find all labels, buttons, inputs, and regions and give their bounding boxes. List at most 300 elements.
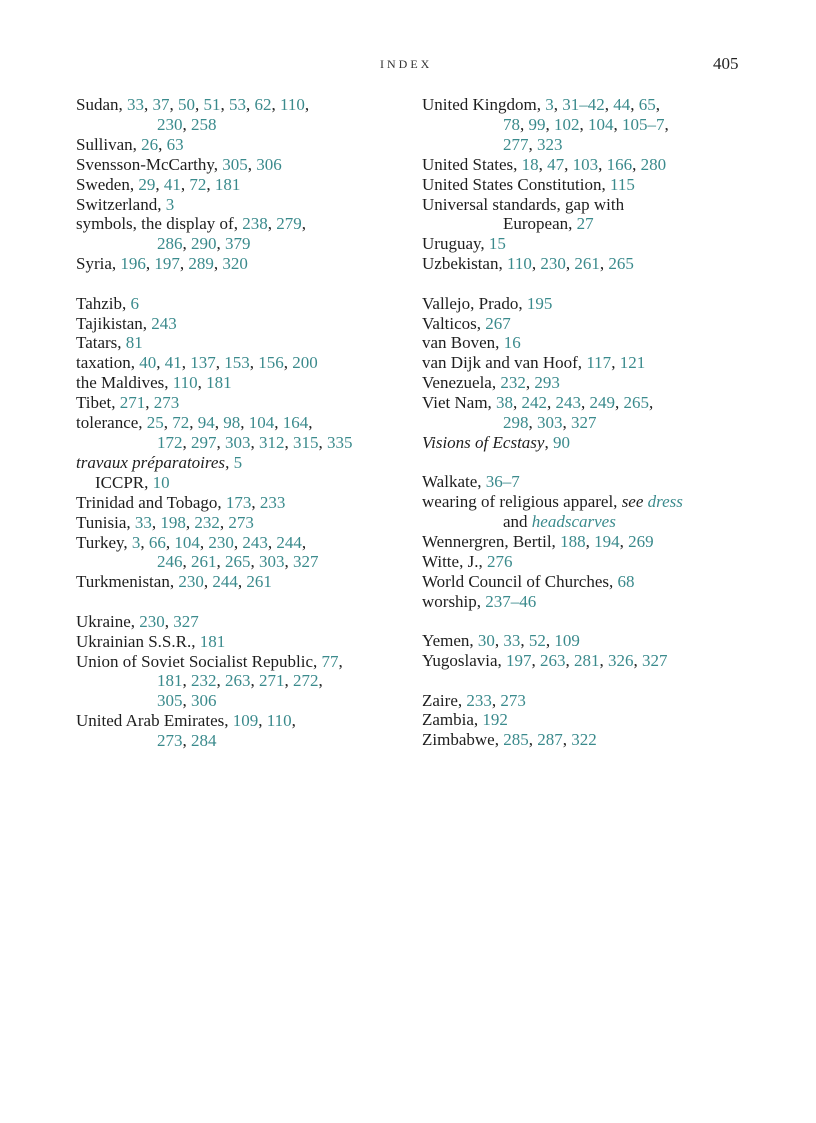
entry-text: , [182,234,191,254]
page-reference-link[interactable]: 41 [163,174,181,194]
page-reference-link[interactable]: 81 [125,333,143,353]
page-reference-link[interactable]: 51 [203,95,221,114]
entry-line [422,572,782,592]
page-reference-link[interactable]: 379 [225,234,251,254]
page-reference-link[interactable]: 285 [503,730,529,750]
entry-text: , [611,353,620,373]
page-reference-link[interactable]: 322 [571,730,597,750]
page-reference-link[interactable]: 327 [293,552,319,572]
entry-text: Uzbekistan, [422,254,507,274]
page-reference-link[interactable]: 298 [503,413,529,433]
entry-text: , [237,572,247,592]
page-reference-link[interactable]: 156 [258,353,284,373]
index-entry [76,413,436,453]
page-reference-link[interactable]: 290 [191,234,217,254]
entry-text: , [284,671,293,691]
page-reference-link[interactable]: 286 [157,234,183,254]
page-reference-link[interactable]: 323 [537,134,563,154]
entry-text: , [246,95,255,114]
page-reference-link[interactable]: 289 [188,254,214,274]
entry-text: Valticos, [422,313,486,333]
entry-text: , [195,95,204,114]
page-reference-link[interactable]: 230 [208,532,234,552]
page-reference-link[interactable]: 121 [619,353,646,373]
entry-text: , [538,154,548,174]
index-entry [76,632,436,652]
page-reference-link[interactable]: 103 [572,154,599,174]
index-subentry [76,473,436,493]
page-reference-link[interactable]: 238 [242,214,268,234]
page-reference-link[interactable]: 277 [503,134,529,154]
page-reference-link[interactable]: 230 [540,254,566,274]
entry-text: Universal standards, gap with [422,194,625,214]
entry-continuation-line [76,671,436,691]
page-reference-link[interactable]: 242 [521,393,548,413]
entry-line [422,651,782,671]
entry-text: , [528,730,538,750]
index-entry [422,552,782,572]
entry-text: , [220,95,229,114]
page-reference-link[interactable]: 47 [547,154,565,174]
entry-line [76,135,436,155]
entry-text: , [258,711,267,731]
entry-continuation-line [76,234,436,254]
index-entry [422,651,782,671]
entry-text: , [182,731,191,751]
entry-continuation-line [422,115,782,135]
entry-text: , [179,254,189,274]
entry-text: , [182,552,191,572]
page-reference-link[interactable]: 98 [223,413,241,433]
page-reference-link[interactable]: 66 [148,532,166,552]
page-reference-link[interactable]: 137 [190,353,216,373]
index-entry [422,314,782,334]
page-reference-link[interactable]: 306 [191,691,217,711]
entry-text: , [491,690,501,710]
entry-text: United Arab Emirates, [76,711,233,731]
page-reference-link[interactable]: 327 [173,611,199,631]
entry-line [422,195,782,215]
index-entry [422,730,782,750]
index-entry [422,234,782,254]
page-reference-link[interactable]: 6 [130,293,140,313]
entry-text: , [308,413,313,433]
entry-line [422,492,782,512]
page-reference-link[interactable]: 273 [228,512,254,532]
page-reference-link[interactable]: 181 [206,373,232,393]
entry-text: , [513,393,522,413]
page-reference-link[interactable]: 10 [152,472,170,492]
page-reference-link[interactable]: 105–7 [622,114,665,134]
page-reference-link[interactable]: 273 [500,690,526,710]
page-reference-link[interactable]: 287 [537,730,563,750]
page-reference-link[interactable]: 33 [127,95,144,114]
page-reference-link[interactable]: 200 [292,353,318,373]
page-reference-link[interactable]: 261 [246,572,272,592]
entry-continuation-line [76,433,436,453]
page-reference-link[interactable]: 233 [259,492,286,512]
page-reference-link[interactable]: 327 [642,651,668,671]
entry-text: , [599,254,609,274]
page-reference-link[interactable]: 166 [606,154,633,174]
entry-text: , [156,353,165,373]
page-reference-link[interactable]: 41 [164,353,182,373]
entry-line [422,95,782,115]
page-reference-link[interactable]: 303 [259,552,285,572]
page-reference-link[interactable]: 50 [178,95,195,114]
index-entry [76,95,436,135]
entry-text: Sullivan, [76,134,142,154]
entry-text: , [251,492,260,512]
page-reference-link[interactable]: 265 [608,254,634,274]
page-reference-link[interactable]: 3 [165,194,175,214]
page-reference-link[interactable]: 68 [617,571,635,591]
page-reference-link[interactable]: 281 [574,651,600,671]
page-reference-link[interactable]: 272 [293,671,319,691]
page-reference-link[interactable]: 244 [212,572,238,592]
entry-text: , [632,154,641,174]
entry-text: Vallejo, Prado, [422,293,527,313]
index-entry [422,492,782,532]
index-entry [76,373,436,393]
entry-continuation-line [76,731,436,751]
page-reference-link[interactable]: 110 [266,711,292,731]
page-reference-link[interactable]: 327 [571,413,597,433]
index-entry [76,453,436,473]
page-reference-link[interactable]: 173 [225,492,252,512]
page-reference-link[interactable]: 94 [197,413,215,433]
entry-text: Yugoslavia, [422,651,507,671]
entry-text: Visions of Ecstasy [422,433,545,452]
page-reference-link[interactable]: 109 [554,631,580,651]
page-reference-link[interactable]: 27 [576,214,594,234]
page-reference-link[interactable]: 276 [486,552,513,572]
page-reference-link[interactable]: 72 [189,174,207,194]
index-entry [76,333,436,353]
page-reference-link[interactable]: 195 [526,293,553,313]
page-reference-link[interactable]: 303 [225,433,251,452]
page-reference-link[interactable]: 192 [482,710,508,730]
page-reference-link[interactable]: 249 [589,393,616,413]
entry-continuation-line [422,413,782,433]
page-reference-link[interactable]: 194 [594,532,620,552]
entry-text: , [182,691,191,711]
index-column-left [76,95,436,751]
page-reference-link[interactable]: 63 [166,134,184,154]
page-reference-link[interactable]: 164 [282,413,309,433]
page-reference-link[interactable]: 37 [152,95,170,114]
entry-text: European, [503,214,577,234]
page-reference-link[interactable]: 172 [157,433,183,452]
page-reference-link[interactable]: 261 [191,552,217,572]
entry-line [422,314,782,334]
page-reference-link[interactable]: 31–42 [562,95,605,114]
entry-line [76,652,436,672]
page-reference-link[interactable]: 77 [321,651,339,671]
entry-text: , [284,552,293,572]
page-reference-link[interactable]: 265 [225,552,251,572]
index-entry [422,95,782,155]
entry-text: , [271,95,280,114]
page-reference-link[interactable]: 181 [214,174,241,194]
page-reference-link[interactable]: 44 [613,95,631,114]
entry-text: van Dijk and van Hoof, [422,353,587,373]
entry-line [76,333,436,353]
entry-line [76,214,436,234]
page-reference-link[interactable]: 326 [608,651,634,671]
page-reference-link[interactable]: 62 [254,95,272,114]
entry-line [422,552,782,572]
entry-text: , [216,433,225,452]
letter-group-gap [422,612,782,632]
entry-text: Wennergren, Bertil, [422,532,561,552]
entry-text: , [494,631,504,651]
page-reference-link[interactable]: 115 [609,174,635,194]
entry-text: , [140,532,149,552]
entry-text: Ukrainian S.S.R., [76,631,200,651]
entry-text: symbols, the display of, [76,214,243,234]
page-reference-link[interactable]: 104 [588,114,614,134]
page-reference-link[interactable]: 232 [194,512,220,532]
page-reference-link[interactable]: 335 [327,433,353,452]
entry-continuation-line [422,214,782,234]
entry-text: , [233,532,243,552]
page-reference-link[interactable]: 110 [172,373,198,393]
entry-text: , [655,95,660,114]
page-reference-link[interactable]: 25 [146,413,164,433]
page-reference-link[interactable]: 26 [141,134,159,154]
entry-text: Tahzib, [76,293,131,313]
page-reference-link[interactable]: 18 [521,154,539,174]
page-reference-link[interactable]: 265 [623,393,650,413]
page-reference-link[interactable]: 233 [466,690,492,710]
entry-text: , [215,353,225,373]
page-reference-link[interactable]: 40 [139,353,157,373]
page-reference-link[interactable]: 197 [506,651,532,671]
page-reference-link[interactable]: 230 [157,114,183,134]
page-reference-link[interactable]: 243 [555,393,582,413]
entry-text: , [598,154,607,174]
page-reference-link[interactable]: 303 [537,413,563,433]
page-reference-link[interactable]: 198 [160,512,186,532]
page-reference-link[interactable]: 36–7 [485,472,520,492]
index-entry [422,592,782,612]
page-reference-link[interactable]: 197 [154,254,180,274]
page-reference-link[interactable]: 267 [485,313,511,333]
entry-line [422,592,782,612]
entry-text: , [545,114,554,134]
entry-text: Sweden, [76,174,139,194]
page-reference-link[interactable]: 3 [545,95,554,114]
page-reference-link[interactable]: 297 [191,433,217,452]
page-reference-link[interactable]: 33 [503,631,521,651]
entry-text: the Maldives, [76,373,173,393]
entry-line [76,533,436,553]
entry-line [76,95,436,115]
page-reference-link[interactable]: 320 [222,254,248,274]
page-reference-link[interactable]: 29 [138,174,156,194]
running-head: INDEX [380,57,433,71]
entry-text: van Boven, [422,333,504,353]
page-reference-link[interactable]: 33 [134,512,152,532]
entry-text: , [528,134,537,154]
entry-text: , [249,353,259,373]
page-reference-link[interactable]: 258 [191,114,217,134]
page-reference-link[interactable]: 271 [259,671,285,691]
page-reference-link[interactable]: 5 [233,452,243,472]
letter-group-gap [76,274,436,294]
page-reference-link[interactable]: headscarves [531,512,616,532]
entry-text: , [145,393,154,413]
entry-text: United Kingdom, [422,95,546,114]
index-entry [76,214,436,254]
entry-text: Tibet, [76,393,120,413]
entry-line [76,254,436,274]
page-reference-link[interactable]: 232 [191,671,217,691]
page-reference-link[interactable]: 16 [503,333,521,353]
page-reference-link[interactable]: 110 [506,254,532,274]
entry-line [76,711,436,731]
page-reference-link[interactable]: 230 [139,611,165,631]
page-reference-link[interactable]: 30 [477,631,495,651]
page-reference-link[interactable]: 110 [280,95,305,114]
page-reference-link[interactable]: 53 [229,95,246,114]
page-reference-link[interactable]: 305 [157,691,183,711]
page-reference-link[interactable]: 3 [131,532,141,552]
page-reference-link[interactable]: 263 [540,651,566,671]
page-reference-link[interactable]: 196 [120,254,146,274]
page-reference-link[interactable]: 104 [174,532,200,552]
entry-text: Uruguay, [422,234,489,254]
entry-continuation-line [76,691,436,711]
page-reference-link[interactable]: 246 [157,552,183,572]
entry-text: , [247,154,257,174]
index-entry [422,710,782,730]
page-reference-link[interactable]: 15 [488,234,506,254]
entry-line [422,631,782,651]
page-reference-link[interactable]: 263 [225,671,251,691]
entry-line [76,353,436,373]
index-entry [76,294,436,314]
page-reference-link[interactable]: 244 [276,532,302,552]
entry-text: , [267,214,277,234]
index-entry [422,572,782,592]
page-reference-link[interactable]: 52 [528,631,546,651]
entry-text: , [520,631,529,651]
entry-line [422,155,782,175]
entry-text: ICCPR, [95,472,153,492]
page-reference-link[interactable]: 306 [256,154,282,174]
entry-text: tolerance, [76,413,147,433]
page-reference-link[interactable]: 305 [222,154,248,174]
index-entry [76,155,436,175]
page-reference-link[interactable]: dress [647,492,683,512]
page-reference-link[interactable]: 90 [552,433,570,452]
entry-text: , [562,413,571,433]
index-column-right [422,95,782,750]
page-reference-link[interactable]: 65 [638,95,656,114]
page-reference-link[interactable]: 243 [151,313,177,333]
page-reference-link[interactable]: 72 [172,413,190,433]
entry-line [76,453,436,473]
entry-text: , [565,651,575,671]
entry-text: , [182,114,191,134]
entry-line [422,393,782,413]
entry-line [76,294,436,314]
letter-group-gap [422,671,782,691]
page-reference-link[interactable]: 273 [153,393,180,413]
entry-text: , [216,671,225,691]
page-reference-link[interactable]: 279 [276,214,302,234]
page-reference-link[interactable]: 293 [534,373,560,393]
entry-line [76,632,436,652]
page-reference-link[interactable]: 104 [248,413,275,433]
index-entry [76,314,436,334]
page-reference-link[interactable]: 232 [500,373,526,393]
entry-text: World Council of Churches, [422,571,618,591]
page-reference-link[interactable]: 181 [199,631,226,651]
page-reference-link[interactable]: 117 [586,353,612,373]
page-reference-link[interactable]: 315 [293,433,319,452]
page-reference-link[interactable]: 188 [560,532,586,552]
entry-text: , [214,413,224,433]
page-reference-link[interactable]: 99 [528,114,546,134]
page-reference-link[interactable]: 271 [119,393,146,413]
entry-text: , [199,532,209,552]
page-reference-link[interactable]: 109 [232,711,259,731]
entry-text: , [599,651,609,671]
page-reference-link[interactable]: 153 [224,353,250,373]
page-reference-link[interactable]: 38 [496,393,514,413]
index-entry [422,532,782,552]
entry-text: , [553,95,563,114]
entry-text: Sudan, [76,95,127,114]
page-reference-link[interactable]: 230 [178,572,204,592]
page-reference-link[interactable]: 280 [640,154,667,174]
page-reference-link[interactable]: 312 [259,433,285,452]
index-entry [76,533,436,573]
page-number: 405 [713,54,739,73]
entry-text: , [169,95,178,114]
index-entry [422,155,782,175]
entry-text: Witte, J., [422,552,487,572]
page-reference-link[interactable]: 237–46 [485,591,537,611]
page-reference-link[interactable]: 181 [157,671,183,691]
page-reference-link[interactable]: 269 [628,532,654,552]
index-entry [76,254,436,274]
entry-line [422,333,782,353]
entry-text: , [283,353,293,373]
index-entry [76,195,436,215]
page-reference-link[interactable]: 78 [503,114,520,134]
page-reference-link[interactable]: 261 [574,254,600,274]
entry-line [422,472,782,492]
entry-text: , [219,512,229,532]
entry-text: Svensson-McCarthy, [76,154,223,174]
entry-line [76,175,436,195]
page-reference-link[interactable]: 102 [554,114,580,134]
page-reference-link[interactable]: 243 [242,532,268,552]
index-entry [76,513,436,533]
entry-text: Walkate, [422,472,486,492]
entry-text: , [284,433,293,452]
entry-continuation-line [76,552,436,572]
entry-text: , [158,134,167,154]
entry-continuation-line [76,115,436,135]
page-reference-link[interactable]: 273 [157,731,183,751]
entry-text: , [649,393,654,413]
page-reference-link[interactable]: 284 [191,731,217,751]
